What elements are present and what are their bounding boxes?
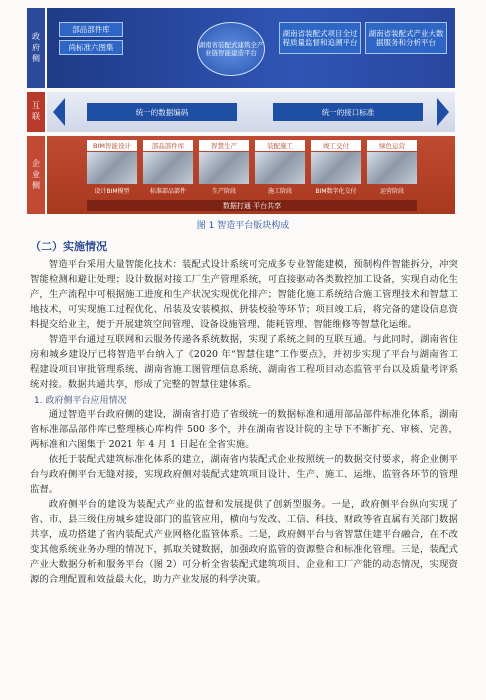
gov-panel	[47, 8, 455, 88]
exchange-side-label: 互联	[27, 92, 45, 132]
enterprise-panel	[47, 136, 455, 214]
gov-box-standard: 尚标准六图集	[59, 40, 123, 55]
ent-col-head: BIM智能设计	[87, 140, 137, 151]
building-model-image	[87, 152, 137, 184]
ent-col-head: 绿色运营	[367, 140, 417, 151]
exchange-left-label: 统一的数据编码	[87, 103, 237, 121]
ent-col-foot: 施工阶段	[267, 187, 292, 195]
paragraph-3: 通过智造平台政府侧的建设，湖南省打造了省级统一的数据标准和通用部品部件标准化体系，湖南省标准部品部件库已整理核心库构件 500 多个，并在湖南省设计院的主导下不断扩充、审核、完善，两标准和六图集于 2021 年 4 月 1 日起在全省实施。	[30, 409, 458, 450]
ent-col-foot: 标准部品部件	[149, 187, 186, 195]
ent-col-6	[367, 140, 417, 196]
ent-col-1	[87, 140, 137, 196]
subheading: 1. 政府侧平台应用情况	[34, 396, 127, 406]
ent-bottom-bar: 数据打通 平台共享	[87, 200, 417, 211]
article-body	[30, 238, 458, 587]
ent-col-head: 智慧生产	[199, 140, 249, 151]
exchange-right-label: 统一的接口标准	[273, 103, 423, 121]
parts-image	[143, 152, 193, 184]
figure-caption: 图 1 智造平台版块构成	[196, 221, 290, 231]
platform-figure	[27, 8, 455, 216]
ent-col-3	[199, 140, 249, 196]
construction-image	[255, 152, 305, 184]
gov-center-platform: 湖南省装配式建筑全产业链智能建造平台	[197, 22, 265, 76]
ent-col-5	[311, 140, 361, 196]
ent-col-head: 装配施工	[255, 140, 305, 151]
ent-col-4	[255, 140, 305, 196]
factory-image	[199, 152, 249, 184]
paragraph-2: 智造平台通过互联网和云服务传递各系统数据，实现了系统之间的互联互通。与此同时，湖南省住房和城乡建设厅已将智造平台纳入了《2020 年“智慧住建”工作要点》，并初步实现了平台与湖南省工程建设项目审批管理系统、湖南省施工图管理信息系统、湖南省工程项目动态监管平台以及质量考评系统对接。数据共通共享，形成了完整的智慧住建体系。	[30, 334, 458, 390]
gov-side-label: 政府侧	[27, 8, 45, 88]
paragraph-5: 政府侧平台的建设为装配式产业的监督和发展提供了创新型服务。一是，政府侧平台纵向实现了省、市、县三级住房城乡建设部门的监管应用，横向与发改、工信、科技、财政等省直属有关部门数据共享，成功搭建了省内装配式产业网格化监管体系。二是，政府侧平台与省智慧住建平台融合，在不改变其他系统业务办理的情况下，抓取关键数据，加强政府监管的资源整合和标准化管理。三是，装配式产业大数据分析和服务平台（图 2）可分析全省装配式建筑项目、企业和工厂产能的动态情况，实现资源的合理配置和效益最大化，助力产业发展的科学决策。	[30, 499, 458, 585]
ent-col-foot: 生产阶段	[211, 187, 236, 195]
ent-col-foot: 运营阶段	[379, 187, 404, 195]
exchange-panel	[47, 92, 455, 132]
paragraph-1: 智造平台采用大量智能化技术：装配式设计系统可完成多专业智能建模，预制构件智能拆分，冲突智能检测和避让处理；设计数据对接工厂生产管理系统，可直接驱动各类数控加工设备，实现自动化生产，生产流程中可根据施工进度和生产状况实现优化排产；智能化施工系统结合施工管理技术和智慧工地技术，可实现施工过程优化、吊装及安装模拟、拼装校验等环节；项目竣工后，将完备的建设信息资料提交给业主，便于开展建筑空间管理、设备设施管理、能耗管理、智能维修等智慧化运维。	[30, 259, 458, 330]
enterprise-side-label: 企业侧	[27, 136, 45, 214]
paragraph-4: 依托于装配式建筑标准化体系的建立，湖南省内装配式企业按照统一的数据交付要求，将企业侧平台与政府侧平台无缝对接，实现政府侧对装配式建筑项目设计、生产、施工、运维、监管各环节的管理监督。	[30, 454, 458, 495]
ent-col-foot: BIM数字化交付	[315, 187, 357, 195]
delivery-image	[311, 152, 361, 184]
operation-image	[367, 152, 417, 184]
section-heading: （二）实施情况	[30, 240, 107, 253]
ent-col-head: 部品部件库	[143, 140, 193, 151]
ent-col-head: 竣工交付	[311, 140, 361, 151]
ent-col-foot: 设计BIM模型	[94, 187, 130, 195]
ent-col-2	[143, 140, 193, 196]
gov-box-quality: 湖南省装配式项目全过程质量监督和追溯平台	[279, 22, 361, 54]
gov-box-data: 湖南省装配式产业大数据服务和分析平台	[365, 22, 447, 54]
gov-box-parts: 部品部件库	[59, 22, 123, 37]
